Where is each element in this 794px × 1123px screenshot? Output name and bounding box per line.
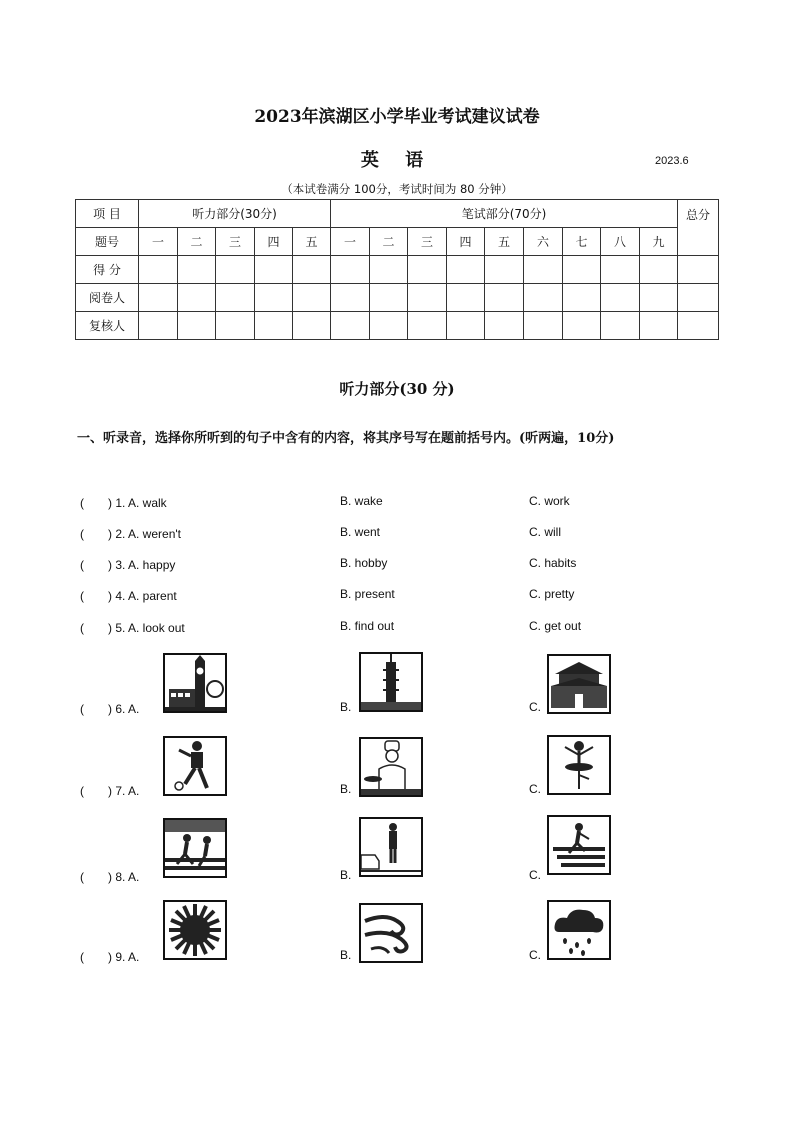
big-ben-london-icon [163,653,227,713]
score-input-cell[interactable] [293,256,331,284]
table-cell: 七 [563,228,601,256]
wind-icon [359,903,423,963]
score-input-cell[interactable] [139,284,178,312]
question-5-b: B. find out [340,619,395,633]
score-table-part-row [76,228,719,256]
score-input-cell[interactable] [178,284,216,312]
score-input-cell[interactable] [601,312,640,340]
table-cell: 四 [255,228,293,256]
score-table [75,199,719,340]
score-input-cell[interactable] [139,312,178,340]
question-6-b: B. [340,700,352,714]
score-input-cell[interactable] [216,284,255,312]
score-input-cell[interactable] [139,256,178,284]
score-input-cell[interactable] [524,256,563,284]
question-8-c: C. [529,868,541,882]
score-table-score-row [76,256,719,284]
table-cell: 一 [139,228,178,256]
table-cell: 项 目 [76,200,139,228]
exam-date: 2023.6 [655,155,689,167]
question-3-a: ( ) 3. A. happy [80,558,176,572]
table-cell: 笔试部分(70分) [331,200,678,228]
score-input-cell[interactable] [563,284,601,312]
score-input-cell[interactable] [524,284,563,312]
score-input-cell[interactable] [640,256,678,284]
question-4-b: B. present [340,587,395,601]
score-input-cell[interactable] [640,312,678,340]
question-2-b: B. went [340,525,381,539]
subject-title: 英 语 [360,150,434,171]
crossing-street-icon [547,815,611,875]
score-input-cell[interactable] [524,312,563,340]
section-title: 听力部分(30 分) [339,380,455,398]
score-input-cell[interactable] [255,256,293,284]
table-cell: 题号 [76,228,139,256]
score-input-cell[interactable] [216,256,255,284]
question-4-a: ( ) 4. A. parent [80,589,177,603]
question-9-c: C. [529,948,541,962]
score-input-cell[interactable] [408,284,447,312]
score-input-cell[interactable] [408,256,447,284]
question-1-b: B. wake [340,494,383,508]
rain-cloud-icon [547,900,611,960]
question-3-b: B. hobby [340,556,388,570]
score-input-cell[interactable] [255,312,293,340]
table-cell: 九 [640,228,678,256]
score-input-cell[interactable] [293,312,331,340]
table-cell: 四 [447,228,485,256]
score-input-cell[interactable] [485,256,524,284]
question-4-c: C. pretty [529,587,575,601]
ballet-dancer-icon [547,735,611,795]
score-table-checker-row [76,312,719,340]
tiananmen-gate-icon [547,654,611,714]
score-input-cell[interactable] [447,312,485,340]
question-6-c: C. [529,700,541,714]
question-7-b: B. [340,782,352,796]
cook-icon [359,737,423,797]
running-crosswalk-icon [163,818,227,878]
score-input-cell[interactable] [485,284,524,312]
question-7-a: ( ) 7. A. [80,784,140,798]
score-input-cell[interactable] [601,256,640,284]
table-cell: 总分 [678,200,719,256]
question-9-a: ( ) 9. A. [80,950,140,964]
table-cell: 得 分 [76,256,139,284]
score-table-reviewer-row [76,284,719,312]
score-input-cell[interactable] [640,284,678,312]
table-cell: 二 [178,228,216,256]
score-input-cell[interactable] [370,312,408,340]
table-cell: 八 [601,228,640,256]
question-5-c: C. get out [529,619,582,633]
table-cell: 听力部分(30分) [139,200,331,228]
score-input-cell[interactable] [447,256,485,284]
table-cell: 六 [524,228,563,256]
table-cell: 五 [485,228,524,256]
score-input-cell[interactable] [485,312,524,340]
score-input-cell[interactable] [331,312,370,340]
question-9-b: B. [340,948,352,962]
score-table-header-row [76,200,719,228]
sun-icon [163,900,227,960]
score-input-cell[interactable] [678,312,719,340]
question-2-c: C. will [529,525,561,539]
question-5-a: ( ) 5. A. look out [80,621,185,635]
score-input-cell[interactable] [293,284,331,312]
question-1-c: C. work [529,494,570,508]
football-player-icon [163,736,227,796]
score-input-cell[interactable] [178,256,216,284]
question-8-a: ( ) 8. A. [80,870,140,884]
table-cell: 三 [216,228,255,256]
table-cell: 复核人 [76,312,139,340]
score-input-cell[interactable] [447,284,485,312]
score-input-cell[interactable] [678,256,719,284]
question-7-c: C. [529,782,541,796]
exam-title: 2023年滨湖区小学毕业考试建议试卷 [254,107,540,127]
exam-note: （本试卷满分 100分，考试时间为 80 分钟） [281,182,513,196]
score-input-cell[interactable] [370,256,408,284]
score-input-cell[interactable] [563,256,601,284]
score-input-cell[interactable] [255,284,293,312]
score-input-cell[interactable] [408,312,447,340]
score-input-cell[interactable] [178,312,216,340]
question-8-b: B. [340,868,352,882]
tower-building-icon [359,652,423,712]
table-cell: 五 [293,228,331,256]
question-1-a: ( ) 1. A. walk [80,496,167,510]
score-input-cell[interactable] [678,284,719,312]
question-2-a: ( ) 2. A. weren't [80,527,181,541]
table-cell: 一 [331,228,370,256]
question-3-c: C. habits [529,556,577,570]
score-input-cell[interactable] [331,256,370,284]
man-waiting-car-icon [359,817,423,877]
score-input-cell[interactable] [370,284,408,312]
table-cell: 阅卷人 [76,284,139,312]
score-input-cell[interactable] [331,284,370,312]
question-6-a: ( ) 6. A. [80,702,140,716]
table-cell: 三 [408,228,447,256]
score-input-cell[interactable] [601,284,640,312]
instruction-text: 一、听录音，选择你所听到的句子中含有的内容，将其序号写在题前括号内。(听两遍，10分) [77,431,615,446]
score-input-cell[interactable] [216,312,255,340]
table-cell: 二 [370,228,408,256]
score-input-cell[interactable] [563,312,601,340]
